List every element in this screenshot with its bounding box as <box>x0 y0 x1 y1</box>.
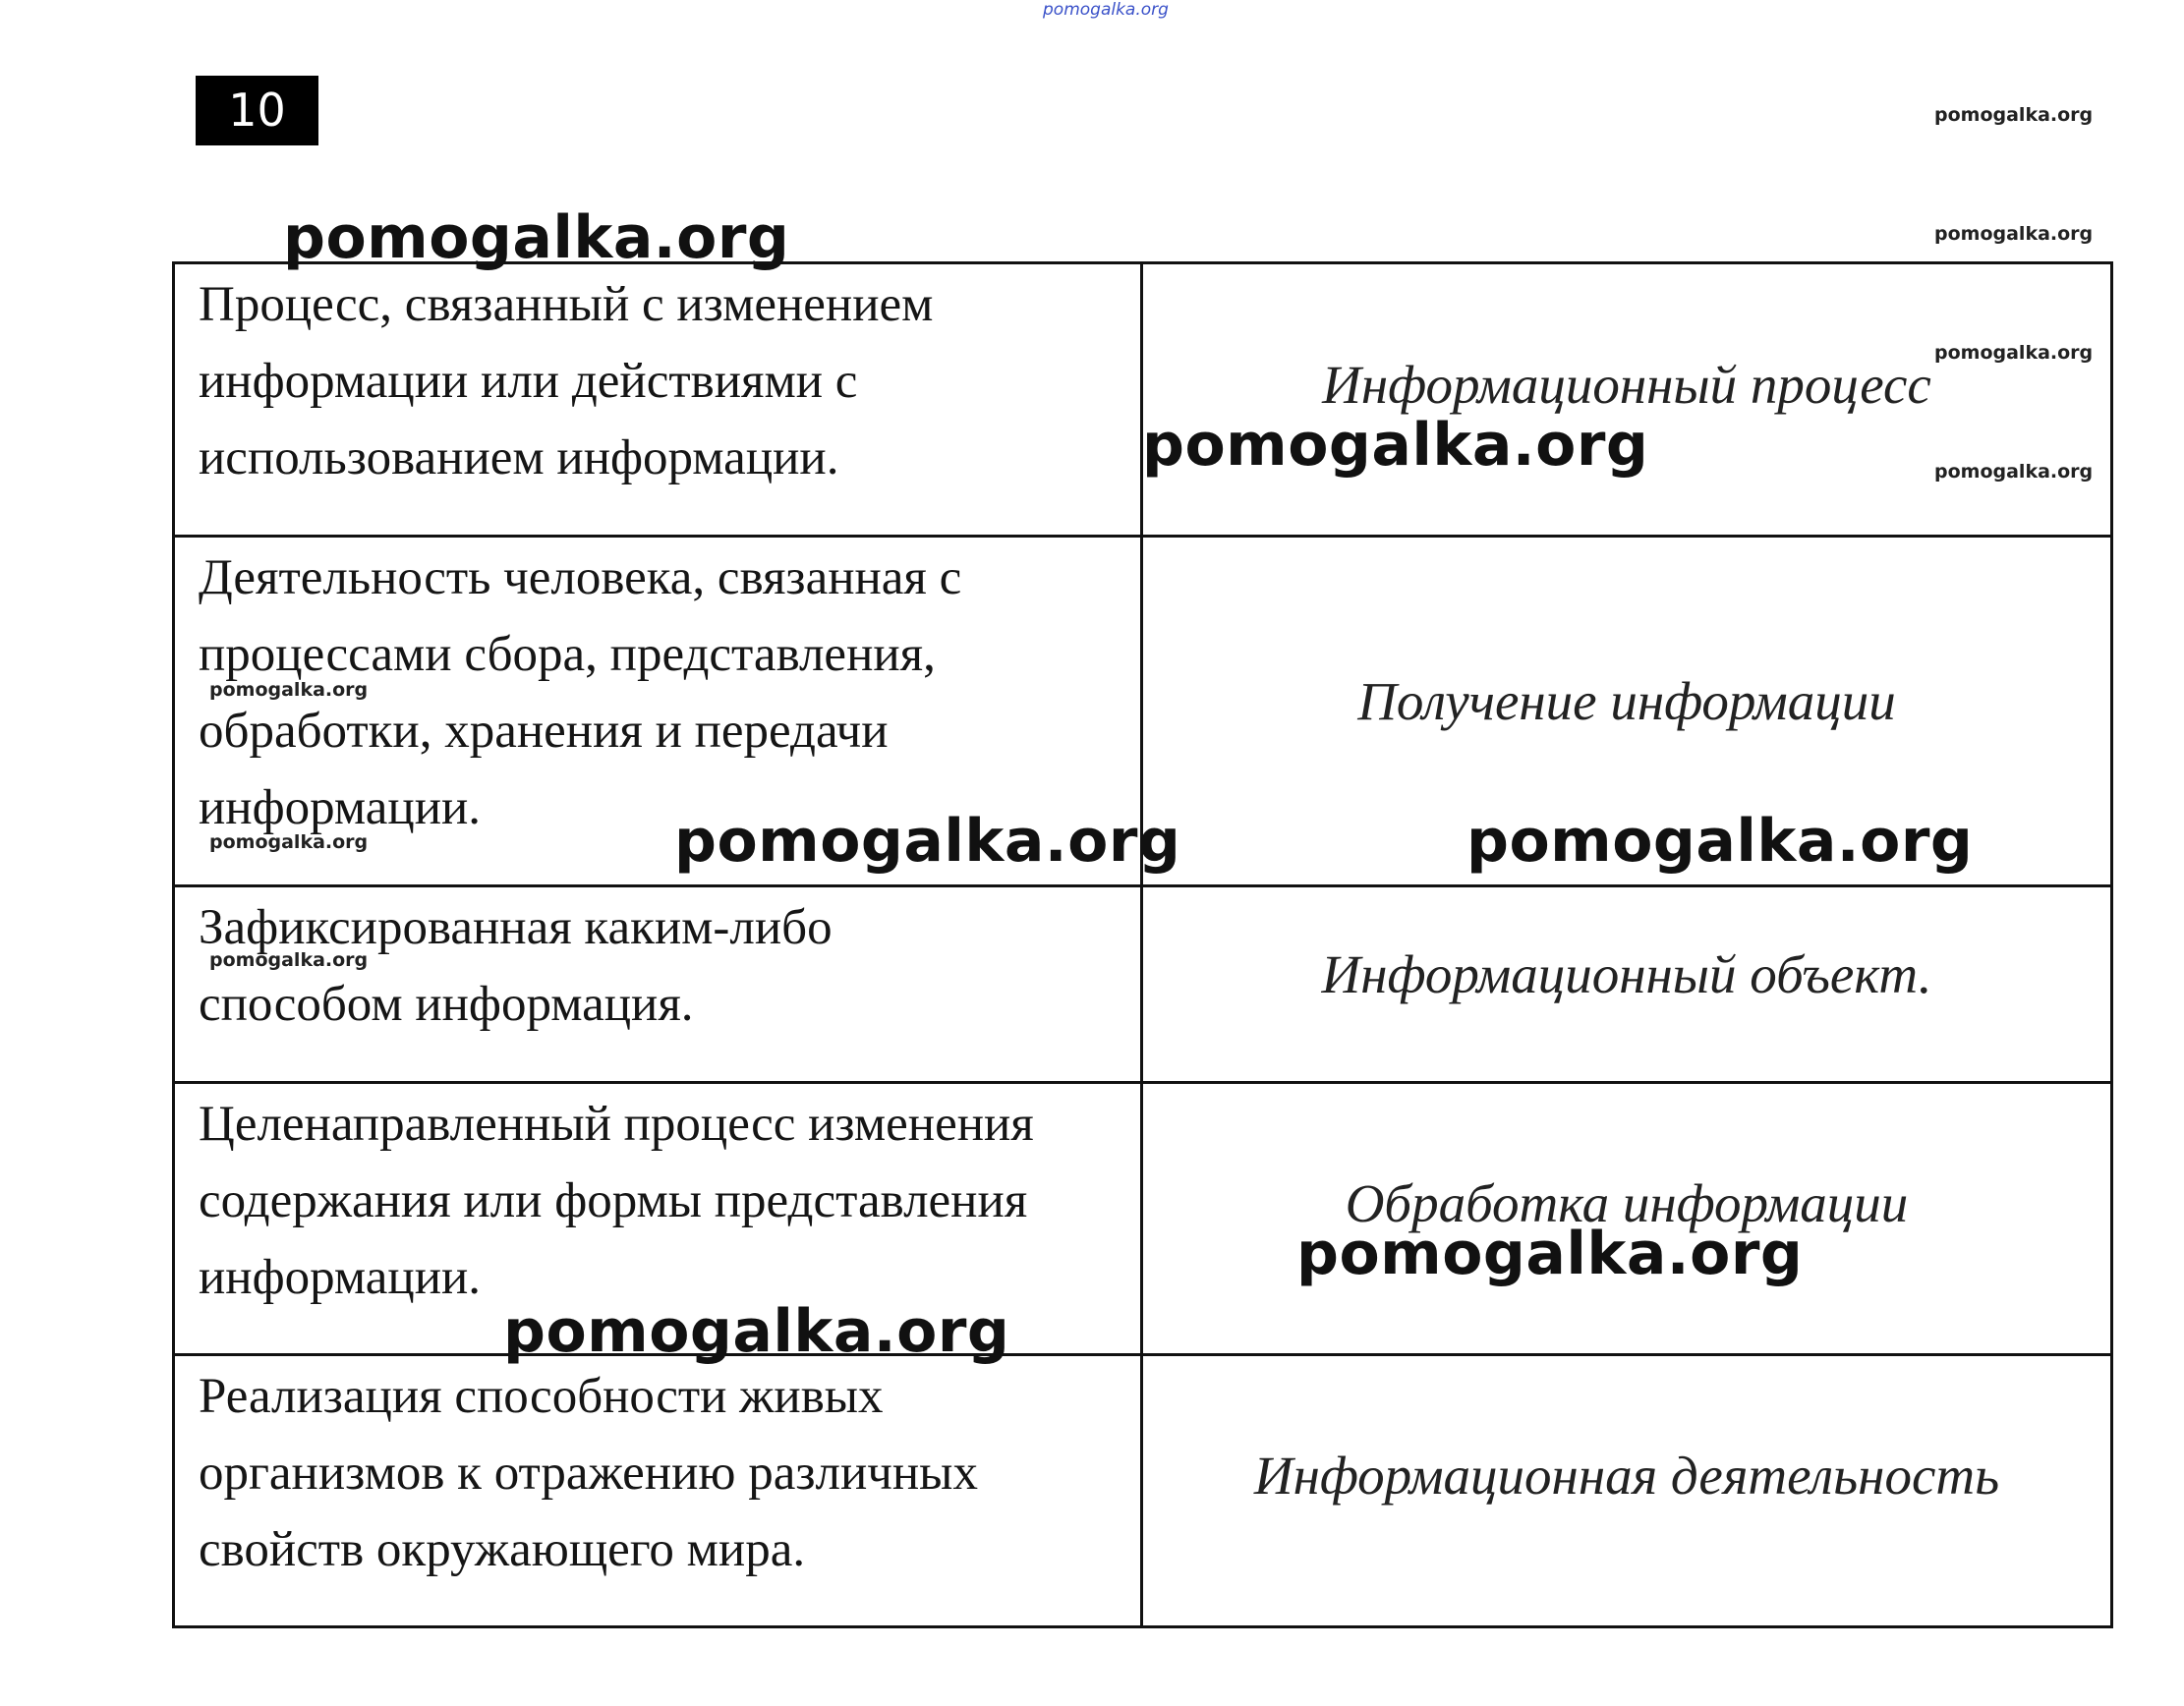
watermark-large: pomogalka.org <box>503 1297 1010 1366</box>
watermark-large: pomogalka.org <box>283 203 790 272</box>
watermark-small: pomogalka.org <box>1934 342 2094 364</box>
term-text: Процесс, связанный с изменением информации или действиями с использованием информации. <box>199 277 934 485</box>
watermark-large: pomogalka.org <box>674 807 1181 876</box>
watermark-small: pomogalka.org <box>209 679 369 701</box>
watermark-small: pomogalka.org <box>209 949 369 971</box>
table-row <box>174 886 2112 1083</box>
term-cell <box>174 263 1142 537</box>
term-cell <box>174 1355 1142 1627</box>
term-cell <box>174 886 1142 1083</box>
table-row <box>174 1083 2112 1355</box>
term-text: Целенаправленный процесс изменения содержания или формы представления информации. <box>199 1097 1034 1305</box>
answer-cell <box>1142 886 2112 1083</box>
answer-text: Получение информации <box>1357 671 1896 731</box>
answer-cell <box>1142 1355 2112 1627</box>
watermark-large: pomogalka.org <box>1142 411 1649 480</box>
answer-cell <box>1142 1083 2112 1355</box>
watermark-small: pomogalka.org <box>209 831 369 853</box>
watermark-small: pomogalka.org <box>1934 104 2094 126</box>
watermark-small: pomogalka.org <box>1934 223 2094 245</box>
answer-text: Информационная деятельность <box>1253 1445 2000 1506</box>
term-text: Деятельность человека, связанная с процессами сбора, представления, обработки, хранения и передачи информации. <box>199 550 962 835</box>
table-row <box>174 1355 2112 1627</box>
watermark-large: pomogalka.org <box>1466 807 1974 876</box>
watermark-small: pomogalka.org <box>1934 461 2094 483</box>
table-row <box>174 263 2112 537</box>
term-text: Реализация способности живых организмов к отражению различных свойств окружающего мира. <box>199 1369 978 1577</box>
answer-cell <box>1142 263 2112 537</box>
answer-text: Информационный процесс <box>1322 355 1931 415</box>
answer-text: Обработка информации <box>1345 1172 1909 1233</box>
term-text: Зафиксированная каким-либо способом информация. <box>199 900 833 1032</box>
watermark-large: pomogalka.org <box>1296 1220 1804 1288</box>
page-number: 10 <box>196 76 318 145</box>
watermark-top: pomogalka.org <box>1043 0 1169 20</box>
answer-text: Информационный объект. <box>1321 944 1932 1004</box>
